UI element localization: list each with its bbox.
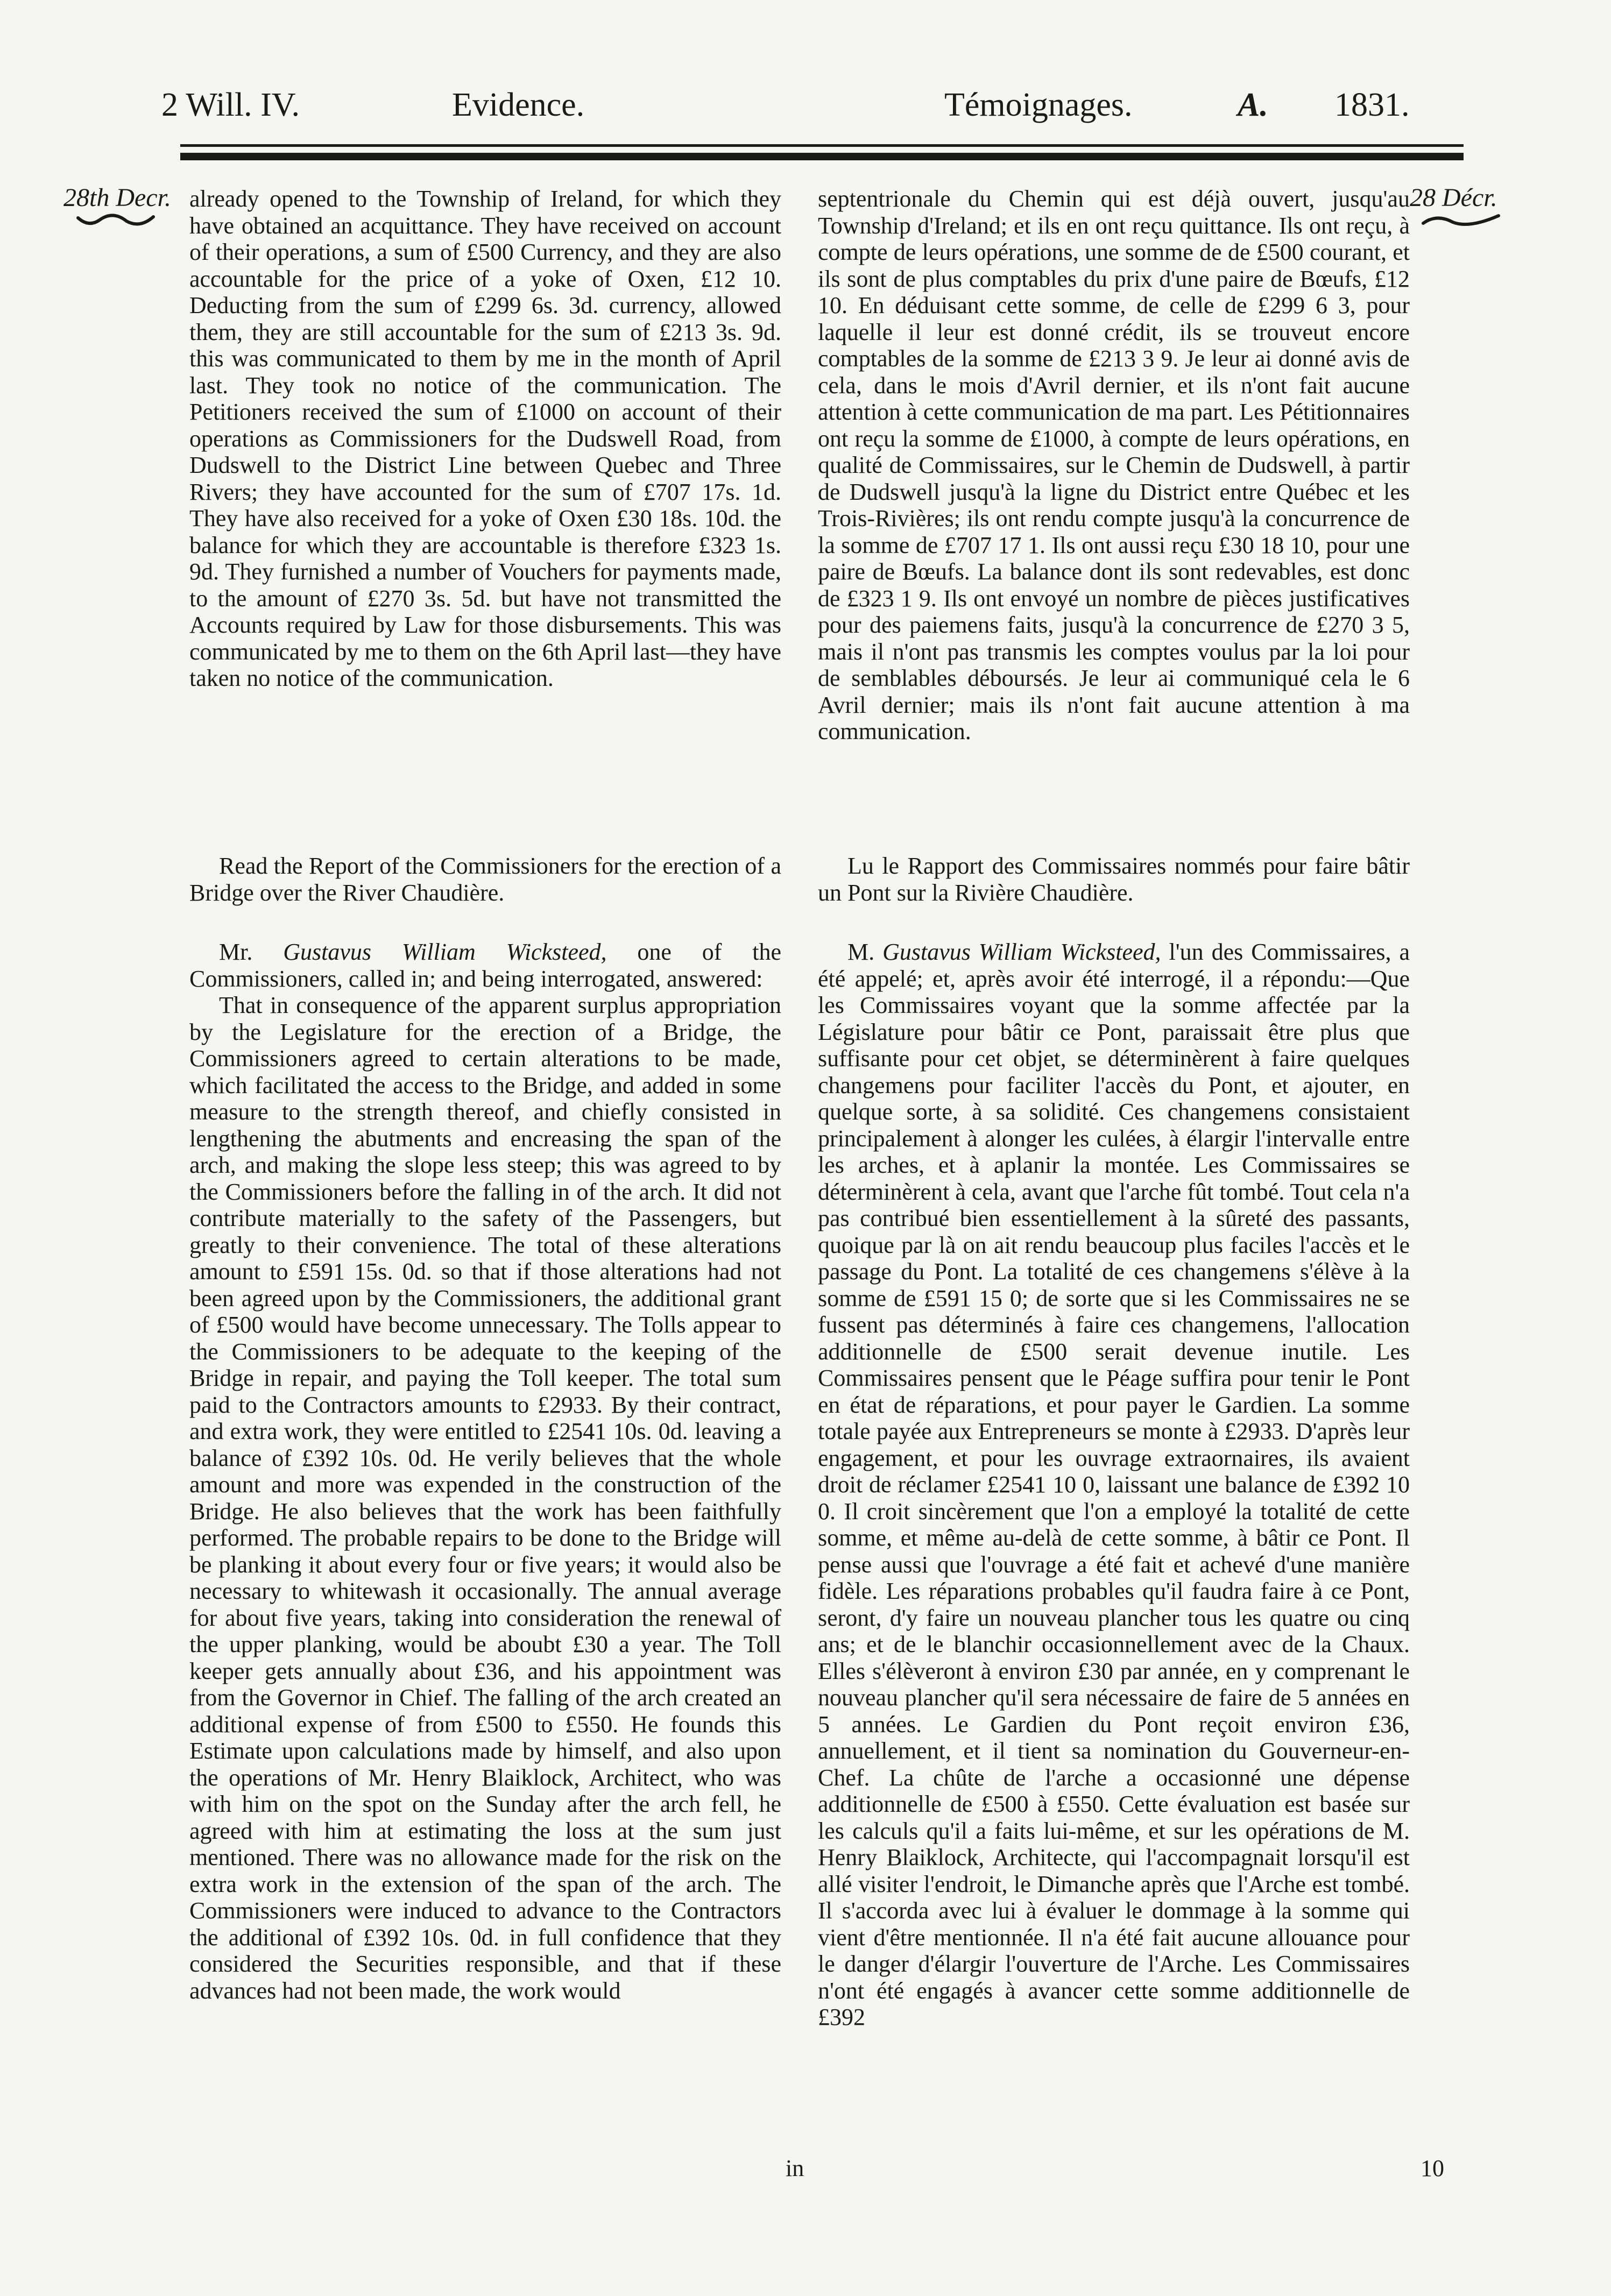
french-testimony: [818, 939, 1410, 2031]
english-honorific: Mr.: [219, 939, 253, 965]
french-paragraph-3: [818, 939, 1410, 2149]
french-testimony-body: l'un des Commissaires, a été appelé; et, après avoir été interrogé, il a répondu:—Que les Commissaires voyant que la somme affectée par la Législature pour bâtir ce Pont, paraissait être plus que suffisante pour cet objet, se déterminèrent à faire quelques changemens pour faciliter l'accès du Pont, et ajouter, en quelque sorte, à sa solidité. Ces changemens consistaient principalement à alonger les culées, à élargir l'intervalle entre les arches, et à aplanir la montée. Les Commissaires se déterminèrent à cela, avant que l'arche fût tombé. Tout cela n'a pas contribué bien essentiellement à la sûreté des passants, quoique par là on ait rendu beaucoup plus faciles l'accès et le passage du Pont. La totalité de ces changemens s'élève à la somme de £591 15 0; de sorte que si les Commissaires ne se fussent pas déterminés à faire ces changemens, l'allocation additionnelle de £500 serait devenue inutile. Les Commissaires pensent que le Péage suffira pour tenir le Pont en état de réparations, et pour payer le Gardien. La somme totale payée aux Entrepreneurs se monte à £2933. D'après leur engagement, et pour les ouvrage extraornaires, ils avaient droit de réclamer £2541 10 0, laissant une balance de £392 10 0. Il croit sincèrement que l'on a employé la totalité de cette somme, et même au-delà de cette somme, à bâtir ce Pont. Il pense aussi que l'ouvrage a été fait et achevé d'une manière fidèle. Les réparations probables qu'il faudra faire à ce Pont, seront, d'y faire un nouveau plancher tous les quatre ou cinq ans; et de le blanchir occasionnellement avec de la Chaux. Elles s'élèveront à environ £30 par année, en y comprenant le nouveau plancher qu'il sera nécessaire de faire de 5 années en 5 années. Le Gardien du Pont reçoit environ £36, annuellement, et il tient sa nomination du Gouverneur-en-Chef. La chûte de l'arche a occasionné une dépense additionnelle de £500 à £550. Cette évaluation est basée sur les calculs qu'il a faits lui-même, et sur les opérations de M. Henry Blaiklock, Architecte, qui l'accompagnait lorsqu'il est allé visiter l'endroit, le Dimanche après que l'Arche est tombé. Il s'accorda avec lui à évaluer le dommage à la somme qui vient d'être mentionnée. Il n'a été fait aucune allouance pour le danger d'élargir l'ouverture de l'Arche. Les Commissaires n'ont été engagés à avancer cette somme additionnelle de £392: [818, 939, 1410, 2030]
english-testimony-lead: [189, 939, 781, 992]
french-paragraph-1: [818, 186, 1410, 777]
margin-flourish-right-icon: [1421, 212, 1501, 229]
french-honorific: M.: [847, 939, 875, 965]
header-rule-thick: [180, 153, 1464, 160]
header-reign: 2 Will. IV.: [161, 87, 300, 123]
french-paragraph-1-text: septentrionale du Chemin qui est déjà ouvert, jusqu'au Township d'Ireland; et ils en ont reçu quittance. Ils ont reçu, à compte de leurs opérations, une somme de de £500 courant, et ils sont de plus comptables du prix d'une paire de Bœufs, £12 10. En déduisant cette somme, de celle de £299 6 3, pour laquelle il leur est donné crédit, ils se trouveut encore comptables de la somme de £213 3 9. Je leur ai donné avis de cela, dans le mois d'Avril dernier, et ils n'ont fait aucune attention à cette communication de ma part. Les Pétitionnaires ont reçu la somme de £1000, à compte de leurs opérations, en qualité de Commissaires, sur le Chemin de Dudswell, à partir de Dudswell jusqu'à la ligne du District entre Québec et les Trois-Rivières; ils ont rendu compte jusqu'à la concurrence de la somme de £707 17 1. Ils ont aussi reçu £30 18 10, pour une paire de Bœufs. La balance dont ils sont redevables, est donc de £323 1 9. Ils ont envoyé un nombre de pièces justificatives pour des paiemens faits, jusqu'à la concurrence de £270 3 5, mais il n'ont pas transmis les comptes voulus par la loi pour de semblables déboursés. Je leur ai communiqué cela le 6 Avril dernier; mais ils n'ont fait aucune attention à ma communication.: [818, 186, 1410, 745]
english-paragraph-1: [189, 186, 781, 777]
margin-date-french: 28 Décr.: [1410, 183, 1497, 212]
english-catchword: in: [786, 2155, 804, 2181]
french-speaker-name: Gustavus William Wicksteed,: [882, 939, 1161, 965]
margin-date-english: 28th Decr.: [63, 183, 171, 212]
french-paragraph-2-text: Lu le Rapport des Commissaires nommés pour faire bâtir un Pont sur la Rivière Chaudière.: [818, 853, 1410, 906]
header-rule-thin: [180, 144, 1464, 147]
english-paragraph-1-text: already opened to the Township of Ireland, for which they have obtained an acquittance. They have received on account of their operations, a sum of £500 Currency, and they are also accountable for the price of a yoke of Oxen, £12 10. Deducting from the sum of £299 6s. 3d. currency, allowed them, they are still accountable for the sum of £213 3s. 9d. this was communicated to them by me in the month of April last. They took no notice of the communication. The Petitioners received the sum of £1000 on account of their operations as Commissioners for the Dudswell Road, from Dudswell to the District Line between Quebec and Three Rivers; they have accounted for the sum of £707 17s. 1d. They have also received for a yoke of Oxen £30 18s. 10d. the balance for which they are accountable is therefore £323 1s. 9d. They furnished a number of Vouchers for payments made, to the amount of £270 3s. 5d. but have not transmitted the Accounts required by Law for those disbursements. This was communicated by me to them on the 6th April last—they have taken no notice of the communication.: [189, 186, 781, 691]
english-paragraph-2: [189, 853, 781, 912]
english-speaker-role: one of the Commissioners, called in; and being interrogated, answered:: [189, 939, 782, 992]
english-testimony-body: That in consequence of the apparent surplus appropriation by the Legislature for the erection of a Bridge, the Commissioners agreed to certain alterations to be made, which facilitated the access to the Bridge, and added in some measure to the strength thereof, and chiefly consisted in lengthening the abutments and encreasing the span of the arch, and making the slope less steep; this was agreed to by the Commissioners before the falling in of the arch. It did not contribute materially to the safety of the Passengers, but greatly to their convenience. The total of these alterations amount to £591 15s. 0d. so that if those alterations had not been agreed upon by the Commissioners, the additional grant of £500 would have become unnecessary. The Tolls appear to the Commissioners to be adequate to the keeping of the Bridge in repair, and paying the Toll keeper. The total sum paid to the Contractors amounts to £2933. By their contract, and extra work, they were entitled to £2541 10s. 0d. leaving a balance of £392 10s. 0d. He verily believes that the whole amount and more was expended in the construction of the Bridge. He also believes that the work has been faithfully performed. The probable repairs to be done to the Bridge will be planking it about every four or five years; it would also be necessary to whitewash it occasionally. The annual average for about five years, taking into consideration the renewal of the upper planking, would be aboubt £30 a year. The Toll keeper gets annually about £36, and his appointment was from the Governor in Chief. The falling of the arch created an additional expense of from £500 to £550. He founds this Estimate upon calculations made by himself, and also upon the operations of Mr. Henry Blaiklock, Architect, who was with him on the spot on the Sunday after the arch fell, he agreed with him at estimating the loss at the sum just mentioned. There was no allowance made for the risk on the extra work in the extension of the span of the arch. The Commissioners were induced to advance to the Contractors the additional of £392 10s. 0d. in full confidence that they considered the Securities responsible, and that if these advances had not been made, the work would: [189, 992, 781, 2004]
header-section-french: Témoignages.: [944, 87, 1133, 123]
english-paragraph-3: [189, 939, 781, 2149]
french-paragraph-2: [818, 853, 1410, 912]
english-paragraph-2-text: Read the Report of the Commissioners for the erection of a Bridge over the River Chaudière.: [189, 853, 781, 906]
header-letter: A.: [1238, 87, 1268, 123]
margin-flourish-left-icon: [75, 212, 156, 229]
header-year: 1831.: [1334, 87, 1410, 123]
header-section-english: Evidence.: [452, 87, 585, 123]
english-speaker-name: Gustavus William Wicksteed,: [283, 939, 607, 965]
french-catchword: 10: [1421, 2155, 1444, 2181]
